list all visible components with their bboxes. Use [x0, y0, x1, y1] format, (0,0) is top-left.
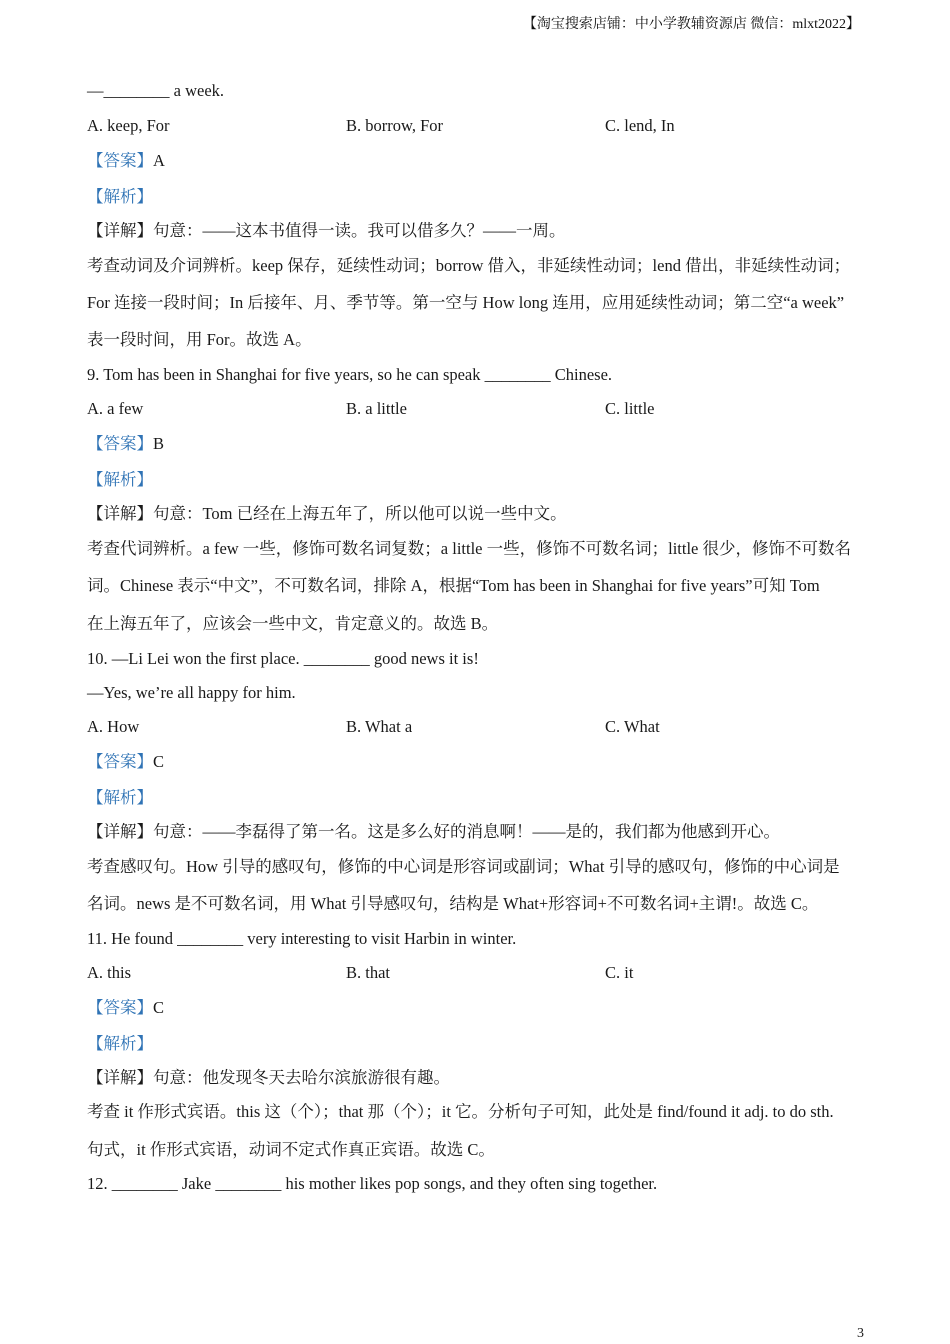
analysis-tag: 【解析】: [87, 470, 153, 489]
q11-question: 11. He found ________ very interesting to visit Harbin in winter.: [87, 929, 517, 948]
q8-detail-1: 【详解】句意：——这本书值得一读。我可以借多久？——一周。: [87, 221, 566, 240]
q9-option-b: B. a little: [346, 399, 407, 418]
q10-detail-1: 【详解】句意：——李磊得了第一名。这是多么好的消息啊！——是的，我们都为他感到开心。: [87, 822, 780, 841]
q9-detail-4: 在上海五年了，应该会一些中文，肯定意义的。故选 B。: [87, 614, 499, 633]
q10-detail-3: 名词。news 是不可数名词，用 What 引导感叹句，结构是 What+形容词+不可数名词+主谓!。故选 C。: [87, 894, 819, 913]
answer-tag: 【答案】: [87, 434, 153, 453]
analysis-tag: 【解析】: [87, 187, 153, 206]
analysis-tag: 【解析】: [87, 1034, 153, 1053]
q10-answer-value: C: [153, 752, 165, 771]
q9-option-a: A. a few: [87, 399, 144, 418]
q12-question: 12. ________ Jake ________ his mother likes pop songs, and they often sing together.: [87, 1174, 658, 1193]
q8-detail-2: 考查动词及介词辨析。keep 保存，延续性动词；borrow 借入，非延续性动词；lend 借出，非延续性动词；: [87, 256, 851, 275]
q10-option-c: C. What: [605, 717, 660, 736]
q11-analysis: [87, 1033, 867, 1055]
q8-analysis: [87, 186, 867, 208]
q11-detail-2: 考查 it 作形式宾语。this 这（个）；that 那（个）；it 它。分析句子可知，此处是 find/found it adj. to do sth.: [87, 1102, 834, 1121]
q9-question: 9. Tom has been in Shanghai for five years, so he can speak ________ Chinese.: [87, 365, 613, 384]
q10-option-a: A. How: [87, 717, 140, 736]
q8-answer-value: A: [153, 151, 165, 170]
q10-line2: —Yes, we’re all happy for him.: [87, 683, 296, 702]
q8-option-a: A. keep, For: [87, 116, 170, 135]
q9-detail-2: 考查代词辨析。a few 一些，修饰可数名词复数；a little 一些，修饰不可数名词；little 很少，修饰不可数名: [87, 539, 851, 558]
q8-option-c: C. lend, In: [605, 116, 675, 135]
q11-detail-1: 【详解】句意：他发现冬天去哈尔滨旅游很有趣。: [87, 1068, 450, 1087]
q9-detail-1: 【详解】句意：Tom 已经在上海五年了，所以他可以说一些中文。: [87, 504, 567, 523]
q8-option-b: B. borrow, For: [346, 116, 444, 135]
q9-detail-3: 词。Chinese 表示“中文”，不可数名词，排除 A，根据“Tom has been in Shanghai for five years”可知 Tom: [87, 576, 820, 595]
q9-option-c: C. little: [605, 399, 655, 418]
q8-answer: [87, 150, 867, 172]
q9-answer-value: B: [153, 434, 165, 453]
answer-tag: 【答案】: [87, 151, 153, 170]
q9-answer: [87, 433, 867, 455]
q11-detail-3: 句式，it 作形式宾语，动词不定式作真正宾语。故选 C。: [87, 1140, 495, 1159]
page-header: 【淘宝搜索店铺：中小学教辅资源店 微信：mlxt2022】: [522, 17, 860, 32]
q9-analysis: [87, 469, 867, 491]
q10-analysis: [87, 787, 867, 809]
q10-answer: [87, 751, 867, 773]
q10-detail-2: 考查感叹句。How 引导的感叹句，修饰的中心词是形容词或副词；What 引导的感叹句，修饰的中心词是: [87, 857, 840, 876]
q8-detail-4: 表一段时间，用 For。故选 A。: [87, 330, 312, 349]
q11-option-c: C. it: [605, 963, 634, 982]
page-number: 3: [857, 1326, 864, 1341]
q10-option-b: B. What a: [346, 717, 413, 736]
q8-detail-3: For 连接一段时间；In 后接年、月、季节等。第一空与 How long 连用，应用延续性动词；第二空“a week”: [87, 293, 845, 312]
q11-option-b: B. that: [346, 963, 390, 982]
answer-tag: 【答案】: [87, 998, 153, 1017]
analysis-tag: 【解析】: [87, 788, 153, 807]
q11-option-a: A. this: [87, 963, 132, 982]
q8-line: —________ a week.: [87, 81, 225, 100]
q11-answer-value: C: [153, 998, 165, 1017]
answer-tag: 【答案】: [87, 752, 153, 771]
q11-answer: [87, 997, 867, 1019]
q10-question: 10. —Li Lei won the first place. ________ good news it is!: [87, 649, 479, 668]
